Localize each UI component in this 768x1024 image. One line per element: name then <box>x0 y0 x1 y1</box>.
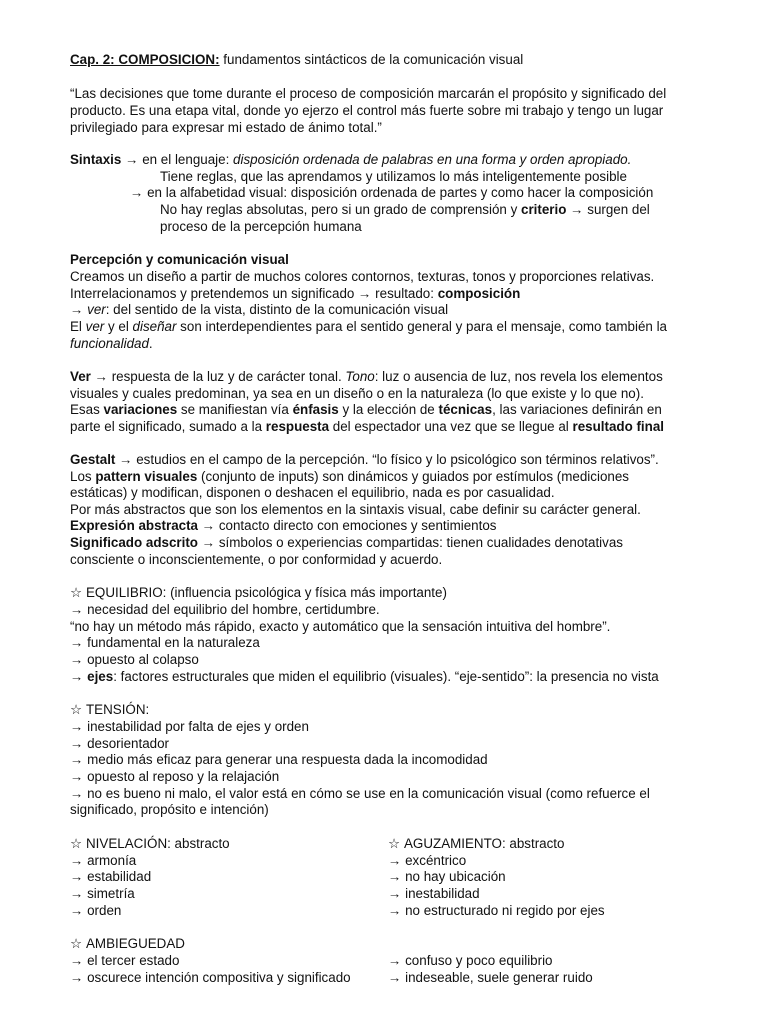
disenar-term: diseñar <box>132 319 177 334</box>
ver-line <box>70 369 663 385</box>
percepcion-line <box>70 286 520 302</box>
sintaxis-text: No hay reglas absolutas, pero si un grado de comprensión y <box>160 202 522 217</box>
gestalt-line <box>70 469 629 485</box>
tension-item: → medio más eficaz para generar una respuesta dada la incomodidad <box>70 752 488 767</box>
tension-item: → desorientador <box>70 736 169 751</box>
chapter-subtitle: fundamentos sintácticos de la comunicación visual <box>223 52 524 67</box>
percepcion-line <box>70 319 667 335</box>
ver-line <box>70 419 664 435</box>
sintaxis-line <box>160 202 650 218</box>
percepcion-heading-text: Percepción y comunicación visual <box>70 252 289 267</box>
sintaxis-line <box>70 152 631 168</box>
equilibrio-line <box>70 669 659 685</box>
sintaxis-definition: disposición ordenada de palabras en una forma y orden apropiado. <box>233 152 632 167</box>
nivelacion-item: → estabilidad <box>70 869 152 884</box>
nivelacion-item: → orden <box>70 903 122 918</box>
equilibrio-line: → necesidad del equilibrio del hombre, certidumbre. <box>70 602 380 617</box>
sintaxis-line: proceso de la percepción humana <box>160 219 362 234</box>
aguzamiento-item: → excéntrico <box>388 853 467 868</box>
percepcion-line <box>70 302 448 318</box>
expresion-abstracta-term: Expresión abstracta <box>70 518 199 533</box>
gestalt-term: Gestalt <box>70 452 116 467</box>
tension-item: → opuesto al reposo y la relajación <box>70 769 280 784</box>
gestalt-text: → símbolos o experiencias compartidas: tienen cualidades denotativas <box>197 535 623 550</box>
ver-text: del espectador una vez que se llegue al <box>329 419 573 434</box>
ambiguedad-heading <box>70 936 185 952</box>
ver-line <box>70 402 662 418</box>
ver-term: ver <box>87 302 106 317</box>
gestalt-line <box>70 518 496 534</box>
ejes-term: ejes <box>87 669 114 684</box>
ver-term: ver <box>85 319 105 334</box>
nivelacion-item: → simetría <box>70 886 135 901</box>
gestalt-text: → estudios en el campo de la percepción. “lo físico y lo psicológico son términos relativos”. <box>115 452 659 467</box>
ambiguedad-item: → oscurece intención compositiva y significado <box>70 970 351 985</box>
percepcion-text: Interrelacionamos y pretendemos un significado → resultado: <box>70 286 438 301</box>
funcionalidad-term: funcionalidad <box>70 336 149 351</box>
gestalt-line: consciente o inconscientemente, o por conformidad y acuerdo. <box>70 552 443 567</box>
tecnicas-term: técnicas <box>438 402 493 417</box>
nivelacion-heading <box>70 836 230 852</box>
gestalt-line <box>70 452 659 468</box>
percepcion-text: . <box>148 336 153 351</box>
chapter-label: Cap. 2: COMPOSICION: <box>70 52 220 67</box>
star-icon: ☆ <box>388 836 401 851</box>
nivelacion-heading-text: NIVELACIÓN: abstracto <box>86 836 230 851</box>
equilibrio-line: → fundamental en la naturaleza <box>70 635 260 650</box>
equilibrio-heading-text: EQUILIBRIO: (influencia psicológica y física más importante) <box>86 585 447 600</box>
gestalt-line: Por más abstractos que son los elementos en la sintaxis visual, cabe definir su carácter general. <box>70 502 641 517</box>
criterio-term: criterio <box>521 202 567 217</box>
ver-line: visuales y cuales predominan, ya sea en un diseño o en la naturaleza (lo que existe y lo que no). <box>70 386 644 401</box>
quote-line: producto. Es una etapa vital, donde yo ejerzo el control más fuerte sobre mi trabajo y tengo un lugar <box>70 103 664 118</box>
equilibrio-line: “no hay un método más rápido, exacto y automático que la sensación intuitiva del hombre”. <box>70 619 611 634</box>
ambiguedad-item: → el tercer estado <box>70 953 180 968</box>
ver-text: y la elección de <box>338 402 439 417</box>
tono-term: Tono <box>345 369 375 384</box>
ver-text: parte el significado, sumado a la <box>70 419 266 434</box>
ambiguedad-item: → confuso y poco equilibrio <box>388 953 553 968</box>
equilibrio-text: : factores estructurales que miden el equilibrio (visuales). “eje-sentido”: la presencia no vista <box>113 669 659 684</box>
ambiguedad-heading-text: AMBIEGUEDAD <box>86 936 185 951</box>
ambiguedad-item: → indeseable, suele generar ruido <box>388 970 593 985</box>
tension-heading <box>70 702 149 718</box>
sintaxis-line: → en la alfabetidad visual: disposición ordenada de partes y como hacer la composición <box>130 185 654 200</box>
percepcion-line: Creamos un diseño a partir de muchos colores contornos, texturas, tonos y proporciones relativas. <box>70 269 655 284</box>
sintaxis-line: Tiene reglas, que las aprendamos y utilizamos lo más inteligentemente posible <box>160 169 627 184</box>
equilibrio-heading <box>70 585 447 601</box>
quote-line: “Las decisiones que tome durante el proceso de composición marcarán el propósito y significado del <box>70 86 667 101</box>
respuesta-term: respuesta <box>265 419 330 434</box>
percepcion-text: : del sentido de la vista, distinto de la comunicación visual <box>105 302 449 317</box>
chapter-title <box>70 52 523 68</box>
nivelacion-item: → armonía <box>70 853 137 868</box>
gestalt-text: → contacto directo con emociones y sentimientos <box>198 518 497 533</box>
ver-text: Esas <box>70 402 104 417</box>
composicion-term: composición <box>437 286 521 301</box>
percepcion-text: → <box>70 302 88 317</box>
ver-heading-term: Ver <box>70 369 91 384</box>
aguzamiento-item: → no estructurado ni regido por ejes <box>388 903 605 918</box>
star-icon: ☆ <box>70 836 83 851</box>
sintaxis-text: → en el lenguaje: <box>121 152 234 167</box>
sintaxis-term: Sintaxis <box>70 152 122 167</box>
gestalt-text: (conjunto de inputs) son dinámicos y guiados por estímulos (mediciones <box>197 469 629 484</box>
star-icon: ☆ <box>70 585 83 600</box>
tension-item: → inestabilidad por falta de ejes y orden <box>70 719 309 734</box>
gestalt-line: estáticas) y modifican, disponen o deshacen el equilibrio, nada es por casualidad. <box>70 485 555 500</box>
percepcion-text: y el <box>104 319 133 334</box>
variaciones-term: variaciones <box>103 402 178 417</box>
percepcion-text: El <box>70 319 86 334</box>
enfasis-term: énfasis <box>292 402 339 417</box>
sintaxis-text: → surgen del <box>566 202 650 217</box>
aguzamiento-heading <box>388 836 564 852</box>
significado-adscrito-term: Significado adscrito <box>70 535 198 550</box>
tension-heading-text: TENSIÓN: <box>86 702 150 717</box>
resultado-final-term: resultado final <box>572 419 665 434</box>
quote-line: privilegiado para expresar mi estado de ánimo total.” <box>70 120 382 135</box>
ver-text: , las variaciones definirán en <box>492 402 662 417</box>
ver-text: se manifiestan vía <box>177 402 293 417</box>
gestalt-text: Los <box>70 469 96 484</box>
ver-text: : luz o ausencia de luz, nos revela los elementos <box>374 369 663 384</box>
star-icon: ☆ <box>70 702 83 717</box>
gestalt-line <box>70 535 623 551</box>
tension-item: significado, propósito e intención) <box>70 802 269 817</box>
aguzamiento-item: → inestabilidad <box>388 886 480 901</box>
equilibrio-text: → <box>70 669 88 684</box>
pattern-visuales-term: pattern visuales <box>95 469 198 484</box>
percepcion-line <box>70 336 153 352</box>
aguzamiento-heading-text: AGUZAMIENTO: abstracto <box>404 836 565 851</box>
tension-item: → no es bueno ni malo, el valor está en cómo se use en la comunicación visual (como refuerce el <box>70 786 650 801</box>
percepcion-text: son interdependientes para el sentido general y para el mensaje, como también la <box>176 319 668 334</box>
percepcion-heading <box>70 252 289 268</box>
star-icon: ☆ <box>70 936 83 951</box>
ver-text: → respuesta de la luz y de carácter tonal. <box>90 369 346 384</box>
aguzamiento-item: → no hay ubicación <box>388 869 506 884</box>
equilibrio-line: → opuesto al colapso <box>70 652 199 667</box>
